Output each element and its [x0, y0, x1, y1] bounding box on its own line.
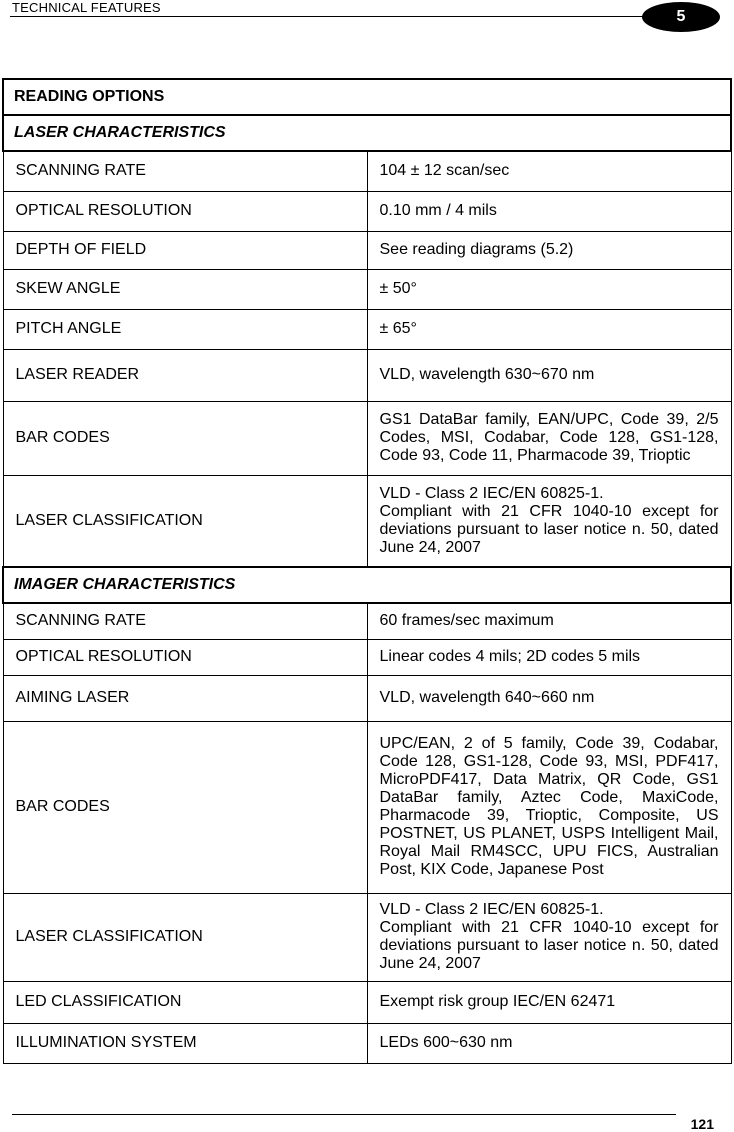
table-row	[3, 893, 731, 981]
chapter-number: 5	[676, 8, 686, 25]
spec-label: PITCH ANGLE	[3, 309, 367, 349]
spec-label: SCANNING RATE	[3, 603, 367, 639]
spec-value: ± 50°	[367, 269, 731, 309]
table-row	[3, 231, 731, 269]
spec-value	[367, 893, 731, 981]
header-rule	[10, 16, 648, 17]
spec-value: Linear codes 4 mils; 2D codes 5 mils	[367, 639, 731, 675]
table-row	[3, 675, 731, 721]
spec-label: OPTICAL RESOLUTION	[3, 639, 367, 675]
spec-label: LASER READER	[3, 349, 367, 401]
section-header-row	[3, 115, 731, 151]
spec-value: ± 65°	[367, 309, 731, 349]
section-header-row	[3, 79, 731, 115]
spec-value	[367, 721, 731, 893]
spec-label: LED CLASSIFICATION	[3, 981, 367, 1023]
spec-value: LEDs 600~630 nm	[367, 1023, 731, 1063]
spec-value	[367, 401, 731, 475]
chapter-badge	[642, 2, 720, 32]
table-row	[3, 981, 731, 1023]
spec-label: SKEW ANGLE	[3, 269, 367, 309]
table-row	[3, 1023, 731, 1063]
table-row	[3, 401, 731, 475]
spec-label: AIMING LASER	[3, 675, 367, 721]
spec-value: 0.10 mm / 4 mils	[367, 191, 731, 231]
technical-features-table	[2, 78, 732, 1064]
spec-value: 104 ± 12 scan/sec	[367, 151, 731, 191]
table-row	[3, 603, 731, 639]
page-number: 121	[690, 1116, 714, 1132]
spec-label: DEPTH OF FIELD	[3, 231, 367, 269]
table-row	[3, 639, 731, 675]
table-row	[3, 269, 731, 309]
section-imager-characteristics: IMAGER CHARACTERISTICS	[3, 567, 731, 603]
spec-value-line: VLD - Class 2 IEC/EN 60825-1.	[379, 484, 604, 502]
table-row	[3, 349, 731, 401]
spec-value: See reading diagrams (5.2)	[367, 231, 731, 269]
section-laser-characteristics: LASER CHARACTERISTICS	[3, 115, 731, 151]
spec-label: ILLUMINATION SYSTEM	[3, 1023, 367, 1063]
spec-value: VLD, wavelength 630~670 nm	[367, 349, 731, 401]
section-reading-options: READING OPTIONS	[3, 79, 731, 115]
spec-value: Exempt risk group IEC/EN 62471	[367, 981, 731, 1023]
spec-label: BAR CODES	[3, 721, 367, 893]
table-row	[3, 191, 731, 231]
spec-label: SCANNING RATE	[3, 151, 367, 191]
spec-value: 60 frames/sec maximum	[367, 603, 731, 639]
spec-label: LASER CLASSIFICATION	[3, 893, 367, 981]
spec-value-text: Compliant with 21 CFR 1040-10 except for deviations pursuant to laser notice n. 50, dated June 24, 2007	[379, 502, 719, 556]
spec-label: OPTICAL RESOLUTION	[3, 191, 367, 231]
spec-value-text: Compliant with 21 CFR 1040-10 except for deviations pursuant to laser notice n. 50, dated June 24, 2007	[379, 919, 719, 972]
spec-value-text: UPC/EAN, 2 of 5 family, Code 39, Codabar, Code 128, GS1-128, Code 93, MSI, PDF417, MicroPDF417, Data Matrix, QR Code, GS1 DataBar family, Aztec Code, MaxiCode, Pharmacode 39, Trioptic, Composite, US POSTNET, US PLANET, USPS Intelligent Mail, Royal Mail RM4SCC, UPU FICS, Australian Post, KIX Code, Japanese Post	[379, 735, 719, 878]
table-row	[3, 309, 731, 349]
table-row	[3, 151, 731, 191]
spec-label: LASER CLASSIFICATION	[3, 475, 367, 567]
footer-rule	[12, 1114, 676, 1115]
spec-value-line: VLD - Class 2 IEC/EN 60825-1.	[379, 901, 604, 918]
table-row	[3, 475, 731, 567]
section-header-row	[3, 567, 731, 603]
header-title: TECHNICAL FEATURES	[12, 0, 161, 15]
spec-value: VLD, wavelength 640~660 nm	[367, 675, 731, 721]
table-row	[3, 721, 731, 893]
spec-value-text: GS1 DataBar family, EAN/UPC, Code 39, 2/5 Codes, MSI, Codabar, Code 128, GS1-128, Code 93, Code 11, Pharmacode 39, Trioptic	[379, 411, 719, 464]
spec-label: BAR CODES	[3, 401, 367, 475]
spec-value	[367, 475, 731, 567]
